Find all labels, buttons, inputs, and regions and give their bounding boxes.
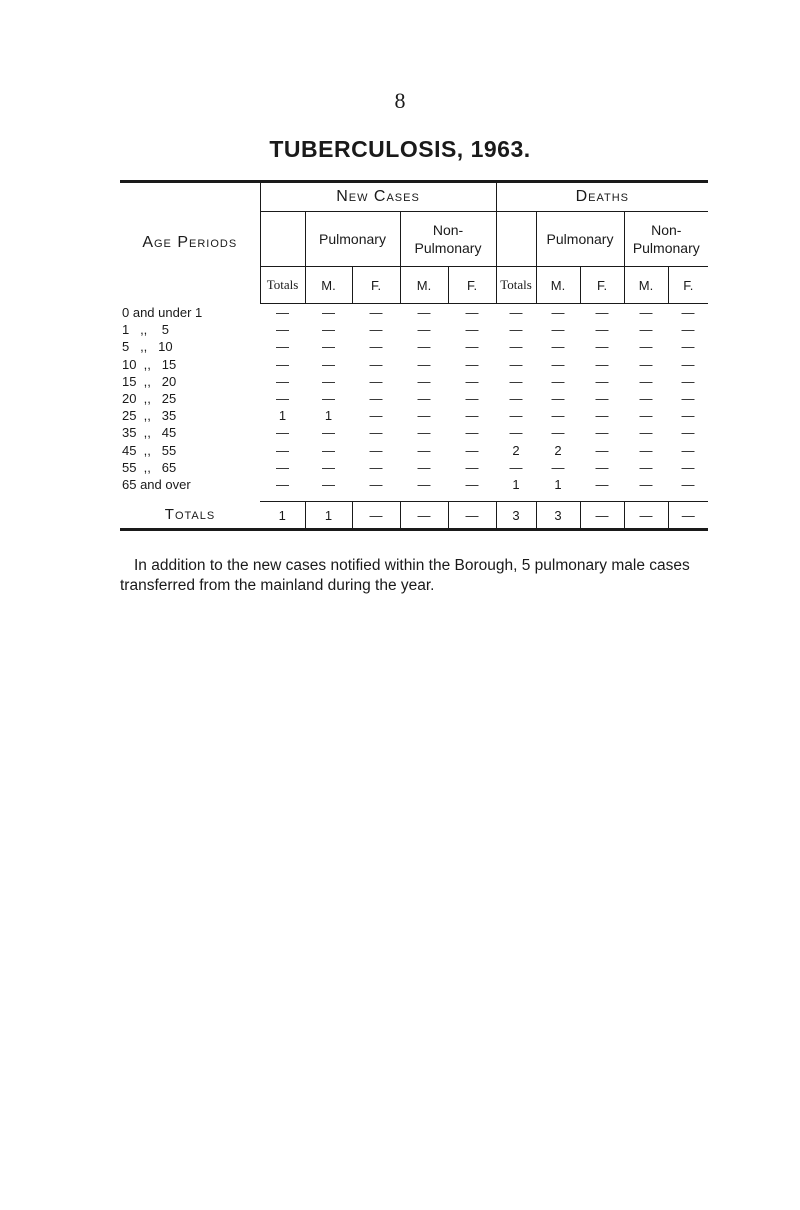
deaths-pulmonary-f-cell: — <box>595 356 609 372</box>
new-pulmonary-m-cell: — <box>322 356 335 372</box>
age-period-cell: 20 ,, 25 <box>122 391 177 407</box>
new-non-pulmonary-f-cell: — <box>465 322 479 338</box>
new-totals-cell: — <box>276 476 289 492</box>
table-row <box>120 424 708 441</box>
new-pulmonary-m-cell: — <box>322 425 335 441</box>
deaths-totals-cell: — <box>509 322 523 338</box>
deaths-pulmonary-m-cell: — <box>551 391 565 407</box>
new-totals-cell: — <box>276 356 289 372</box>
deaths-pulmonary-m-cell: — <box>551 356 565 372</box>
new-pulmonary-m-cell: — <box>322 339 335 355</box>
deaths-non-pulmonary-m-cell: — <box>639 305 653 321</box>
deaths-non-pulmonary-m-cell: — <box>639 391 653 407</box>
new-pulmonary-male-header: M. <box>305 267 352 304</box>
new-non-pulmonary-f-cell: — <box>465 356 479 372</box>
new-non-pulmonary-m-cell: — <box>417 459 431 475</box>
new-totals-cell: — <box>276 459 289 475</box>
new-pulmonary-f-cell: — <box>369 356 383 372</box>
new-non-pulmonary-m-cell: — <box>417 356 431 372</box>
new-totals-header: Totals <box>260 267 305 304</box>
new-non-pulmonary-m-cell: — <box>417 305 431 321</box>
age-periods-header: Age Periods <box>142 234 238 252</box>
age-period-cell: 45 ,, 55 <box>122 442 177 458</box>
new-non-pulmonary-f-cell: — <box>465 339 479 355</box>
deaths-non-pulmonary-m-cell: — <box>639 476 653 492</box>
deaths-pulmonary-m-cell: — <box>551 339 565 355</box>
new-cases-totals-spacer <box>260 212 305 267</box>
deaths-pulmonary-header: Pulmonary <box>536 212 624 267</box>
age-period-cell: 1 ,, 5 <box>122 322 169 338</box>
total-deaths-totals: 3 <box>496 502 536 529</box>
new-pulmonary-m-cell: — <box>322 305 335 321</box>
new-totals-cell: — <box>276 373 289 389</box>
deaths-totals-header: Totals <box>496 267 536 304</box>
new-totals-cell: — <box>276 442 289 458</box>
new-totals-cell: 1 <box>278 408 287 424</box>
deaths-non-pulmonary-f-cell: — <box>681 408 695 424</box>
deaths-non-pulmonary-f-cell: — <box>681 442 695 458</box>
new-non-pulmonary-m-cell: — <box>417 442 431 458</box>
new-non-pulmonary-f-cell: — <box>465 391 479 407</box>
new-pulmonary-f-cell: — <box>369 408 383 424</box>
deaths-non-pulmonary-m-cell: — <box>639 373 653 389</box>
table-row <box>120 476 708 493</box>
deaths-non-pulmonary-m-cell: — <box>639 322 653 338</box>
deaths-non-pulmonary-m-cell: — <box>639 442 653 458</box>
deaths-pulmonary-f-cell: — <box>595 322 609 338</box>
table-row <box>120 356 708 373</box>
deaths-pulmonary-f-cell: — <box>595 339 609 355</box>
age-period-cell: 5 ,, 10 <box>122 339 173 355</box>
deaths-totals-cell: — <box>509 459 523 475</box>
deaths-pulmonary-f-cell: — <box>595 459 609 475</box>
new-totals-cell: — <box>276 391 289 407</box>
deaths-pulmonary-m-cell: 2 <box>554 442 562 458</box>
deaths-header: Deaths <box>496 183 708 212</box>
deaths-pulmonary-m-cell: — <box>551 373 565 389</box>
total-deaths-pulmonary-f: — <box>580 502 624 529</box>
new-pulmonary-m-cell: — <box>322 391 335 407</box>
new-pulmonary-f-cell: — <box>369 322 383 338</box>
deaths-pulmonary-m-cell: — <box>551 305 565 321</box>
deaths-pulmonary-female-header: F. <box>580 267 624 304</box>
new-pulmonary-f-cell: — <box>369 442 383 458</box>
new-pulmonary-f-cell: — <box>369 459 383 475</box>
deaths-non-pulmonary-f-cell: — <box>681 322 695 338</box>
deaths-pulmonary-m-cell: — <box>551 322 565 338</box>
deaths-totals-cell: — <box>509 425 523 441</box>
table-bottom-rule <box>120 528 708 531</box>
deaths-non-pulmonary-line2: Pulmonary <box>632 240 700 256</box>
deaths-non-pulmonary-m-cell: — <box>639 459 653 475</box>
deaths-non-pulmonary-m-cell: — <box>639 408 653 424</box>
new-pulmonary-m-cell: — <box>322 373 335 389</box>
deaths-totals-cell: — <box>509 339 523 355</box>
deaths-pulmonary-f-cell: — <box>595 391 609 407</box>
deaths-pulmonary-m-cell: — <box>551 408 565 424</box>
new-non-pulmonary-f-cell: — <box>465 373 479 389</box>
deaths-pulmonary-m-cell: — <box>551 459 565 475</box>
deaths-non-pulmonary-f-cell: — <box>681 476 695 492</box>
new-pulmonary-f-cell: — <box>369 391 383 407</box>
deaths-non-pulmonary-m-cell: — <box>639 425 653 441</box>
deaths-totals-cell: — <box>509 391 523 407</box>
new-non-pulmonary-m-cell: — <box>417 322 431 338</box>
new-cases-header: New Cases <box>260 183 496 212</box>
page-title: TUBERCULOSIS, 1963. <box>269 136 531 162</box>
total-new-totals: 1 <box>260 502 305 529</box>
totals-label: Totals <box>164 506 216 524</box>
tuberculosis-table <box>120 183 708 528</box>
new-non-pulmonary-m-cell: — <box>417 391 431 407</box>
total-new-pulmonary-f: — <box>352 502 400 529</box>
new-pulmonary-header: Pulmonary <box>305 212 400 267</box>
new-totals-cell: — <box>276 322 289 338</box>
new-non-pulmonary-f-cell: — <box>465 442 479 458</box>
age-period-cell: 65 and over <box>122 476 191 492</box>
deaths-pulmonary-f-cell: — <box>595 442 609 458</box>
deaths-non-pulmonary-m-cell: — <box>639 356 653 372</box>
deaths-non-pulmonary-f-cell: — <box>681 356 695 372</box>
new-non-pulmonary-header <box>400 212 496 267</box>
deaths-non-pulmonary-female-header: F. <box>668 267 708 304</box>
deaths-totals-cell: — <box>509 408 523 424</box>
deaths-pulmonary-f-cell: — <box>595 408 609 424</box>
table-row <box>120 338 708 355</box>
total-new-non-pulmonary-f: — <box>448 502 496 529</box>
new-non-pulmonary-line2: Pulmonary <box>414 240 482 256</box>
deaths-totals-cell: — <box>509 356 523 372</box>
age-period-cell: 35 ,, 45 <box>122 425 177 441</box>
new-non-pulmonary-m-cell: — <box>417 425 431 441</box>
deaths-pulmonary-f-cell: — <box>595 373 609 389</box>
new-non-pulmonary-f-cell: — <box>465 476 479 492</box>
age-period-cell: 0 and under 1 <box>122 304 203 320</box>
new-non-pulmonary-f-cell: — <box>465 408 479 424</box>
total-new-non-pulmonary-m: — <box>400 502 448 529</box>
deaths-non-pulmonary-header <box>624 212 708 267</box>
new-non-pulmonary-f-cell: — <box>465 305 479 321</box>
deaths-non-pulmonary-f-cell: — <box>681 459 695 475</box>
deaths-non-pulmonary-f-cell: — <box>681 373 695 389</box>
table-body <box>120 304 708 494</box>
deaths-non-pulmonary-line1: Non- <box>651 222 682 238</box>
total-deaths-pulmonary-m: 3 <box>536 502 580 529</box>
deaths-totals-cell: 1 <box>512 476 520 492</box>
new-non-pulmonary-m-cell: — <box>417 373 431 389</box>
new-non-pulmonary-m-cell: — <box>417 339 431 355</box>
age-period-cell: 25 ,, 35 <box>122 408 177 424</box>
new-non-pulmonary-line1: Non- <box>432 222 464 238</box>
table-row <box>120 459 708 476</box>
new-non-pulmonary-m-cell: — <box>417 476 431 492</box>
new-pulmonary-m-cell: — <box>322 442 335 458</box>
table-row <box>120 373 708 390</box>
deaths-non-pulmonary-f-cell: — <box>681 339 695 355</box>
age-period-cell: 10 ,, 15 <box>122 356 177 372</box>
deaths-totals-spacer <box>496 212 536 267</box>
new-pulmonary-m-cell: — <box>322 322 335 338</box>
new-pulmonary-m-cell: — <box>322 476 335 492</box>
deaths-non-pulmonary-male-header: M. <box>624 267 668 304</box>
new-pulmonary-m-cell: 1 <box>324 408 333 424</box>
total-deaths-non-pulmonary-m: — <box>624 502 668 529</box>
new-totals-cell: — <box>276 425 289 441</box>
deaths-non-pulmonary-m-cell: — <box>639 339 653 355</box>
table-row <box>120 304 708 322</box>
deaths-pulmonary-f-cell: — <box>595 305 609 321</box>
deaths-totals-cell: — <box>509 373 523 389</box>
new-totals-cell: — <box>276 305 289 321</box>
table-row <box>120 390 708 407</box>
new-non-pulmonary-male-header: M. <box>400 267 448 304</box>
totals-row <box>120 502 708 529</box>
new-pulmonary-f-cell: — <box>369 339 383 355</box>
age-period-cell: 15 ,, 20 <box>122 373 177 389</box>
new-pulmonary-f-cell: — <box>369 476 383 492</box>
deaths-pulmonary-m-cell: 1 <box>554 476 562 492</box>
deaths-non-pulmonary-f-cell: — <box>681 391 695 407</box>
deaths-pulmonary-m-cell: — <box>551 425 565 441</box>
new-non-pulmonary-f-cell: — <box>465 425 479 441</box>
new-non-pulmonary-f-cell: — <box>465 459 479 475</box>
new-non-pulmonary-female-header: F. <box>448 267 496 304</box>
new-pulmonary-female-header: F. <box>352 267 400 304</box>
age-period-cell: 55 ,, 65 <box>122 459 177 475</box>
new-pulmonary-m-cell: — <box>322 459 335 475</box>
table-row <box>120 407 708 424</box>
footnote-paragraph: In addition to the new cases notified within the Borough, 5 pulmonary male cases transferred from the mainland during the year. <box>120 556 690 594</box>
deaths-pulmonary-male-header: M. <box>536 267 580 304</box>
deaths-pulmonary-f-cell: — <box>595 476 609 492</box>
page-number: 8 <box>394 88 406 113</box>
new-totals-cell: — <box>276 339 289 355</box>
total-new-pulmonary-m: 1 <box>305 502 352 529</box>
tuberculosis-table-container <box>120 180 708 531</box>
deaths-totals-cell: — <box>509 305 523 321</box>
deaths-totals-cell: 2 <box>512 442 520 458</box>
deaths-non-pulmonary-f-cell: — <box>681 305 695 321</box>
table-row <box>120 442 708 459</box>
new-pulmonary-f-cell: — <box>369 425 383 441</box>
deaths-non-pulmonary-f-cell: — <box>681 425 695 441</box>
table-row <box>120 321 708 338</box>
new-pulmonary-f-cell: — <box>369 373 383 389</box>
new-non-pulmonary-m-cell: — <box>417 408 431 424</box>
total-deaths-non-pulmonary-f: — <box>668 502 708 529</box>
new-pulmonary-f-cell: — <box>369 305 383 321</box>
deaths-pulmonary-f-cell: — <box>595 425 609 441</box>
